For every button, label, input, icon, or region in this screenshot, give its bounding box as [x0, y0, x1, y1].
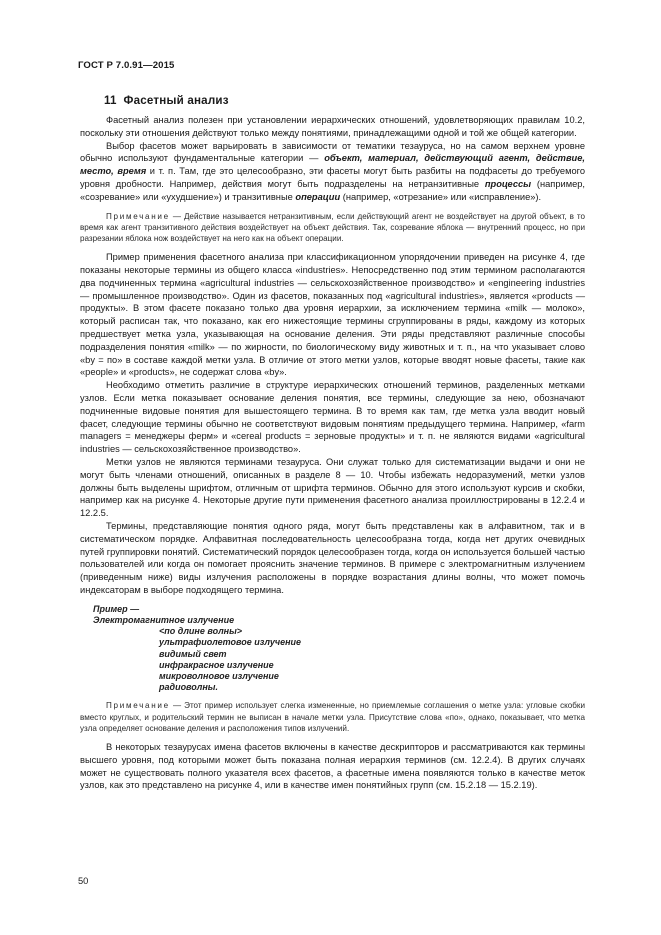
page-body: [80, 114, 585, 792]
paragraph-1: Фасетный анализ полезен при установлении иерархических отношений, удовлетворяющих правилам 10.2, поскольку эти отношения действуют только между понятиями, принадлежащими одной и той же общей категории.: [80, 115, 585, 138]
processes-term: процессы: [484, 178, 532, 189]
example-item: ультрафиолетовое излучение: [159, 637, 302, 648]
paragraph-2: Выбор фасетов может варьировать в зависимости от тематики тезауруса, но на самом верхнем уровне обычно используют фундаментальные категории — объект, материал, действующий агент, действие, место, время и т. п. Там, где это целесообразно, эти фасеты могут быть разбиты на подфасеты до требуемого уровня дробности. Например, действия могут быть подразделены на нетранзитивные процессы (например, «созревание» или «ухудшение») и транзитивные операции (например, «отрезание» или «исправление»).: [80, 140, 586, 202]
paragraph-3: Пример применения фасетного анализа при классификационном упорядочении приведен на рисунке 4, где показаны некоторые термины из общего класса «industries». Непосредственно под этим термином располагаются два подчиненных термина «agricultural industries — сельскохозяйственное производство» и «engineering industries — промышленное производство». Один из фасетов, показанных под «agricultural industries», является «products — продукты». В этом фасете показано только два уровня иерархии, за исключением термина «milk — молоко», который расписан так, что показано, как его нижестоящие термины сгруппированы в ряды, каждому из которых предшествует метка узла, указывающая на основание деления. Эти ряды представляют различные способы подразделения понятия «milk» — по жирности, по биологическому виду животных и т. п., на что указывает слово «by = по» в составе каждой метки узла. В отличие от этого метки узлов, которые вводят новые фасеты, такие как «people» и «products», не содержат слова «by».: [80, 252, 585, 378]
example-item: радиоволны.: [159, 682, 218, 693]
paragraph-4: Необходимо отметить различие в структуре иерархических отношений терминов, разделенных метками узлов. Если метка показывает основание деления понятия, все термины, следующие за нею, обозначают подчиненные видовые понятия для вышестоящего термина. В то время как там, где метка узла вводит новый фасет, следующие термины обычно не соответствуют видовым понятиям предыдущего термина. Например, «farm managers = менеджеры ферм» и «cereal products = зерновые продукты» и т. п. не являются видами «agricultural industries — сельскохозяйственное производство».: [80, 380, 585, 455]
document-header: ГОСТ Р 7.0.91—2015: [78, 60, 175, 71]
operations-term: операции: [295, 191, 341, 202]
note-label: Примечание: [106, 701, 170, 711]
section-title: Фасетный анализ: [123, 94, 229, 107]
section-heading: [104, 94, 229, 107]
paragraph-7: В некоторых тезаурусах имена фасетов включены в качестве дескрипторов и рассматриваются как термины высшего уровня, под которыми может быть показана полная иерархия терминов (см. 12.2.4). В других случаях может не существовать полного указателя всех фасетов, а фасетные имена появляются только в качестве меток узлов, как это представлено на рисунке 4, или в качестве имен понятийных групп (см. 15.2.18 — 15.2.19).: [80, 741, 585, 791]
page-number: 50: [78, 876, 89, 886]
section-number: 11: [104, 94, 117, 107]
note-label: Примечание: [106, 211, 170, 221]
note-2: Примечание — Этот пример использует слегка измененные, но приемлемые соглашения о метке узла: угловые скобки вместо круглых, и родительский термин не выписан в начале метки узла. Присутствие слова «по», однако, показывает, что метка узла определяет основание деления и расположения типов излучений.: [80, 701, 585, 733]
note-1: Примечание — Действие называется нетранзитивным, если действующий агент не воздействует на другой объект, в то время как агент транзитивного действия воздействует на объект действия. Так, созревание яблока — внутренний процесс, но при разрезании яблока нож воздействует на него как на объект операции.: [80, 211, 585, 243]
example-label: Пример —: [93, 603, 140, 614]
example-head: Электромагнитное излучение: [93, 614, 235, 625]
example-item: видимый свет: [159, 648, 227, 659]
example-item: микроволновое излучение: [159, 670, 279, 681]
example-item: <по длине волны>: [159, 626, 243, 637]
paragraph-5: Метки узлов не являются терминами тезауруса. Они служат только для систематизации выдачи и они не могут быть членами отношений, описанных в разделе 8 — 10. Чтобы избежать недоразумений, метки узлов должны быть выделены шрифтом, отличным от шрифта терминов. Обычно для этого используют курсив и скобки, например как на рисунке 4. Некоторые другие пути применения фасетного анализа проиллюстрированы в 12.2.4 и 12.2.5.: [80, 456, 585, 519]
example-item: инфракрасное излучение: [159, 659, 274, 670]
facet-categories: объект, материал, действующий агент, действие, место, время: [80, 153, 585, 177]
example-block: [80, 604, 585, 694]
paragraph-6: Термины, представляющие понятия одного ряда, могут быть представлены как в алфавитном, так и в систематическом порядке. Алфавитная последовательность целесообразна тогда, когда нет других очевидных путей группировки понятий. Систематический порядок целесообразен тогда, когда он используется большей частью пользователей или когда он помогает прояснить значение терминов. В примере с электромагнитным излучением (приведенным ниже) виды излучения расположены в порядке возрастания длины волны, что может помочь индексаторам в выборе подходящего термина.: [80, 520, 586, 595]
